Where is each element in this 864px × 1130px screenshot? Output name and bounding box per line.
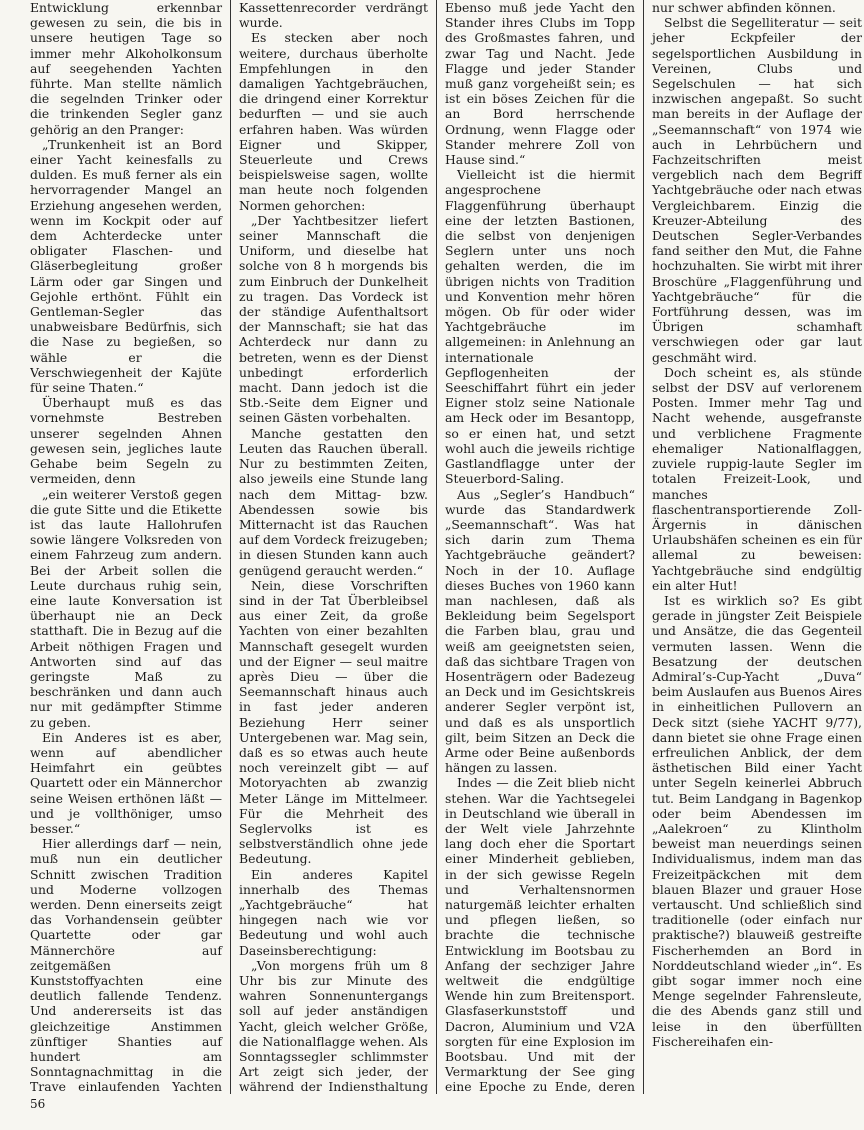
paragraph: Hier allerdings darf — nein, muß nun ein deutlicher Schnitt zwischen Tradition und Moderne vollzogen werden. Denn einerseits zeigt das Vorhandensein geübter Quartette oder gar Männerchöre auf zeitgemäßen Kunststoffyachten eine deutlich fallende Tendenz. Und andererseits ist das gleichzeitige Anstimmen zünftiger Shanties auf hundert am Sonntagnachmittag in die Trave einlaufenden Yachten: [30, 836, 222, 1094]
page-number: 56: [30, 1097, 46, 1111]
text-column-2: [230, 0, 436, 1094]
paragraph: „Der Yachtbesitzer liefert seiner Mannschaft die Uniform, und dieselbe hat solche von 8 h morgends bis zum Einbruch der Dunkelheit zu tragen. Das Vordeck ist der ständige Aufenthaltsort der Mannschaft; sie hat das Achterdeck nur dann zu betreten, wenn es der Dienst unbedingt erforderlich macht. Dann jedoch ist die Stb.-Seite dem Eigner und seinen Gästen vorbehalten.: [239, 212, 428, 426]
text-column-1: [30, 0, 230, 1094]
paragraph: „Trunkenheit ist an Bord einer Yacht keinesfalls zu dulden. Es muß ferner als ein hervorragender Mangel an Erziehung angesehen werden, wenn im Kockpit oder auf dem Achterdecke unter obligater Flaschen- und Gläserbegleitung großer Lärm oder gar Singen und Gejohle erthönt. Fühlt ein Gentleman-Segler das unabweisbare Bedürfnis, sich die Nase zu begießen, so wähle er die Verschwiegenheit der Kajüte für seine Thaten.“: [30, 136, 222, 396]
paragraph: Vielleicht ist die hiermit angesprochene Flaggenführung überhaupt eine der letzten Bastionen, die selbst von denjenigen Seglern unter uns noch gehalten werden, die im übrigen nichts von Tradition und Konvention mehr hören mögen. Ob für oder wider Yachtgebräuche im allgemeinen: in Anlehnung an internationale Gepflogenheiten der Seeschiffahrt führt ein jeder Eigner stolz seine Nationale am Heck oder im Besantopp, so er einen hat, und setzt wohl auch die jeweils richtige Gastlandflagge unter der Steuerbord-Saling.: [445, 167, 635, 487]
article-body: [30, 0, 862, 1094]
paragraph: nur schwer abfinden können.: [652, 0, 836, 15]
paragraph: Manche gestatten den Leuten das Rauchen überall. Nur zu bestimmten Zeiten, also jeweils eine Stunde lang nach dem Mittag- bzw. Abendessen sowie bis Mitternacht ist das Rauchen auf dem Vordeck freizugeben; in diesen Stunden kann auch genügend geraucht werden.“: [239, 425, 428, 578]
paragraph: Nein, diese Vorschriften sind in der Tat Überbleibsel aus einer Zeit, da große Yachten von einer bezahlten Mannschaft gesegelt wurden und der Eigner — seul maitre après Dieu — über die Seemannschaft hinaus auch in fast jeder anderen Beziehung Herr seiner Untergebenen war. Mag sein, daß es so etwas auch heute noch vereinzelt gibt — auf Motoryachten ab zwanzig Meter Länge im Mittelmeer. Für die Mehrheit des Seglervolks ist es selbstverständlich ohne jede Bedeutung.: [239, 577, 428, 867]
text-column-3: [436, 0, 643, 1094]
paragraph: Ebenso muß jede Yacht den Stander ihres Clubs im Topp des Großmastes fahren, und zwar Tag und Nacht. Jede Flagge und jeder Stander muß ganz vorgeheißt sein; es ist ein böses Zeichen für die an Bord herrschende Ordnung, wenn Flagge oder Stander mehrere Zoll von Hause sind.“: [445, 0, 635, 168]
paragraph: Überhaupt muß es das vornehmste Bestreben unserer segelnden Ahnen gewesen sein, jegliches laute Gehabe beim Segeln zu vermeiden, denn: [30, 395, 222, 487]
paragraph: Ein anderes Kapitel innerhalb des Themas „Yachtgebräuche“ hat hingegen nach wie vor Bedeutung und wohl auch Daseinsberechtigung:: [239, 866, 428, 958]
paragraph: „Von morgens früh um 8 Uhr bis zur Minute des wahren Sonnenuntergangs soll auf jeder anständigen Yacht, gleich welcher Größe, die Nationalflagge wehen. Als Sonntagssegler schlimmster Art zeigt sich jeder, der während der Indiensthaltung: [239, 957, 428, 1094]
paragraph: Ist es wirklich so? Es gibt gerade in jüngster Zeit Beispiele und Ansätze, die das Gegenteil vermuten lassen. Wenn die Besatzung der deutschen Admiral’s-Cup-Yacht „Duva“ beim Auslaufen aus Buenos Aires in einheitlichen Pullovern an Deck sitzt (siehe YACHT 9/77), dann bietet sie ohne Frage einen erfreulichen Anblick, der dem ästhetischen Bild einer Yacht unter Segeln keinerlei Abbruch tut. Beim Landgang in Bagenkop oder beim Abendessen im „Aalekroen“ zu Klintholm beweist man neuerdings seinen Individualismus, indem man das Freizeitpäckchen mit dem blauen Blazer und grauer Hose vertauscht. Und schließlich sind traditionelle (oder einfach nur praktische?) blauweiß gestreifte Fischerhemden an Bord in Norddeutschland wieder „in“. Es gibt sogar immer noch eine Menge segelnder Fahrensleute, die des Abends ganz still und leise in den überfüllten Fischereihafen ein-: [652, 592, 862, 1049]
text-column-4: [643, 0, 862, 1094]
paragraph: Entwicklung erkennbar gewesen zu sein, die bis in unsere heutigen Tage so immer mehr Alkoholkonsum auf seegehenden Yachten führte. Man stellte nämlich die segelnden Trinker oder die trinkenden Segler ganz gehörig an den Pranger:: [30, 0, 222, 137]
paragraph: Doch scheint es, als stünde selbst der DSV auf verlorenem Posten. Immer mehr Tag und Nacht wehende, ausgefranste und verblichene Fragmente ehemaliger Nationalflaggen, zuviele ruppig-laute Segler im totalen Freizeit-Look, und manches flaschentransportierende Zoll-Ärgernis in dänischen Urlaubshäfen scheinen es ein für allemal zu beweisen: Yachtgebräuche sind endgültig ein alter Hut!: [652, 364, 862, 593]
paragraph: Kassettenrecorder verdrängt wurde.: [239, 0, 428, 31]
paragraph: Es stecken aber noch weitere, durchaus überholte Empfehlungen in den damaligen Yachtgebräuchen, die dringend einer Korrektur bedurften — und sie auch erfahren haben. Was würden Eigner und Skipper, Steuerleute und Crews beispielsweise sagen, wollte man heute noch folgenden Normen gehorchen:: [239, 30, 428, 213]
paragraph: „ein weiterer Verstoß gegen die gute Sitte und die Etikette ist das laute Hallohrufen sowie längere Volksreden von einem Fahrzeug zum andern. Bei der Arbeit sollen die Leute durchaus ruhig sein, eine laute Konversation ist überhaupt nie an Deck statthaft. Die in Bezug auf die Arbeit nöthigen Fragen und Antworten sind auf das geringste Maß zu beschränken und dann auch nur mit gedämpfter Stimme zu geben.: [30, 486, 222, 730]
paragraph: Selbst die Segelliteratur — seit jeher Eckpfeiler der segelsportlichen Ausbildung in Vereinen, Clubs und Segelschulen — hat sich inzwischen angepaßt. So sucht man bereits in der Auflage der „Seemannschaft“ von 1974 wie auch in Lehrbüchern und Fachzeitschriften meist vergeblich nach dem Begriff Yachtgebräuche oder nach etwas Vergleichbarem. Einzig die Kreuzer-Abteilung des Deutschen Segler-Verbandes fand seither den Mut, die Fahne hochzuhalten. Sie wirbt mit ihrer Broschüre „Flaggenführung und Yachtgebräuche“ für die Fortführung dessen, was im Übrigen schamhaft verschwiegen oder gar laut geschmäht wird.: [652, 15, 862, 365]
paragraph: Ein Anderes ist es aber, wenn auf abendlicher Heimfahrt ein geübtes Quartett oder ein Männerchor seine Weisen erthönen läßt — und je vollthöniger, umso besser.“: [30, 729, 222, 836]
paragraph: Aus „Segler’s Handbuch“ wurde das Standardwerk „Seemannschaft“. Was hat sich darin zum Thema Yachtgebräuche geändert? Noch in der 10. Auflage dieses Buches von 1960 kann man nachlesen, daß als Bekleidung beim Segelsport die Farben blau, grau und weiß am geeignetsten seien, daß das sichtbare Tragen von Hosenträgern oder Badezeug an Deck und im Gesichtskreis anderer Segler verpönt ist, und daß es als unsportlich gilt, beim Sitzen an Deck die Arme oder Beine außenbords hängen zu lassen.: [445, 486, 635, 776]
paragraph: Indes — die Zeit blieb nicht stehen. War die Yachtsegelei in Deutschland wie überall in der Welt viele Jahrzehnte lang doch eher die Sportart einer Minderheit geblieben, in der sich gewisse Regeln und Verhaltensnormen naturgemäß leichter erhalten und pflegen ließen, so brachte die technische Entwicklung im Bootsbau zu Anfang der sechziger Jahre weltweit die endgültige Wende hin zum Breitensport. Glasfaserkunststoff und Dacron, Aluminium und V2A sorgten für eine Explosion im Bootsbau. Und mit der Vermarktung der See ging eine Epoche zu Ende, deren: [445, 775, 635, 1094]
